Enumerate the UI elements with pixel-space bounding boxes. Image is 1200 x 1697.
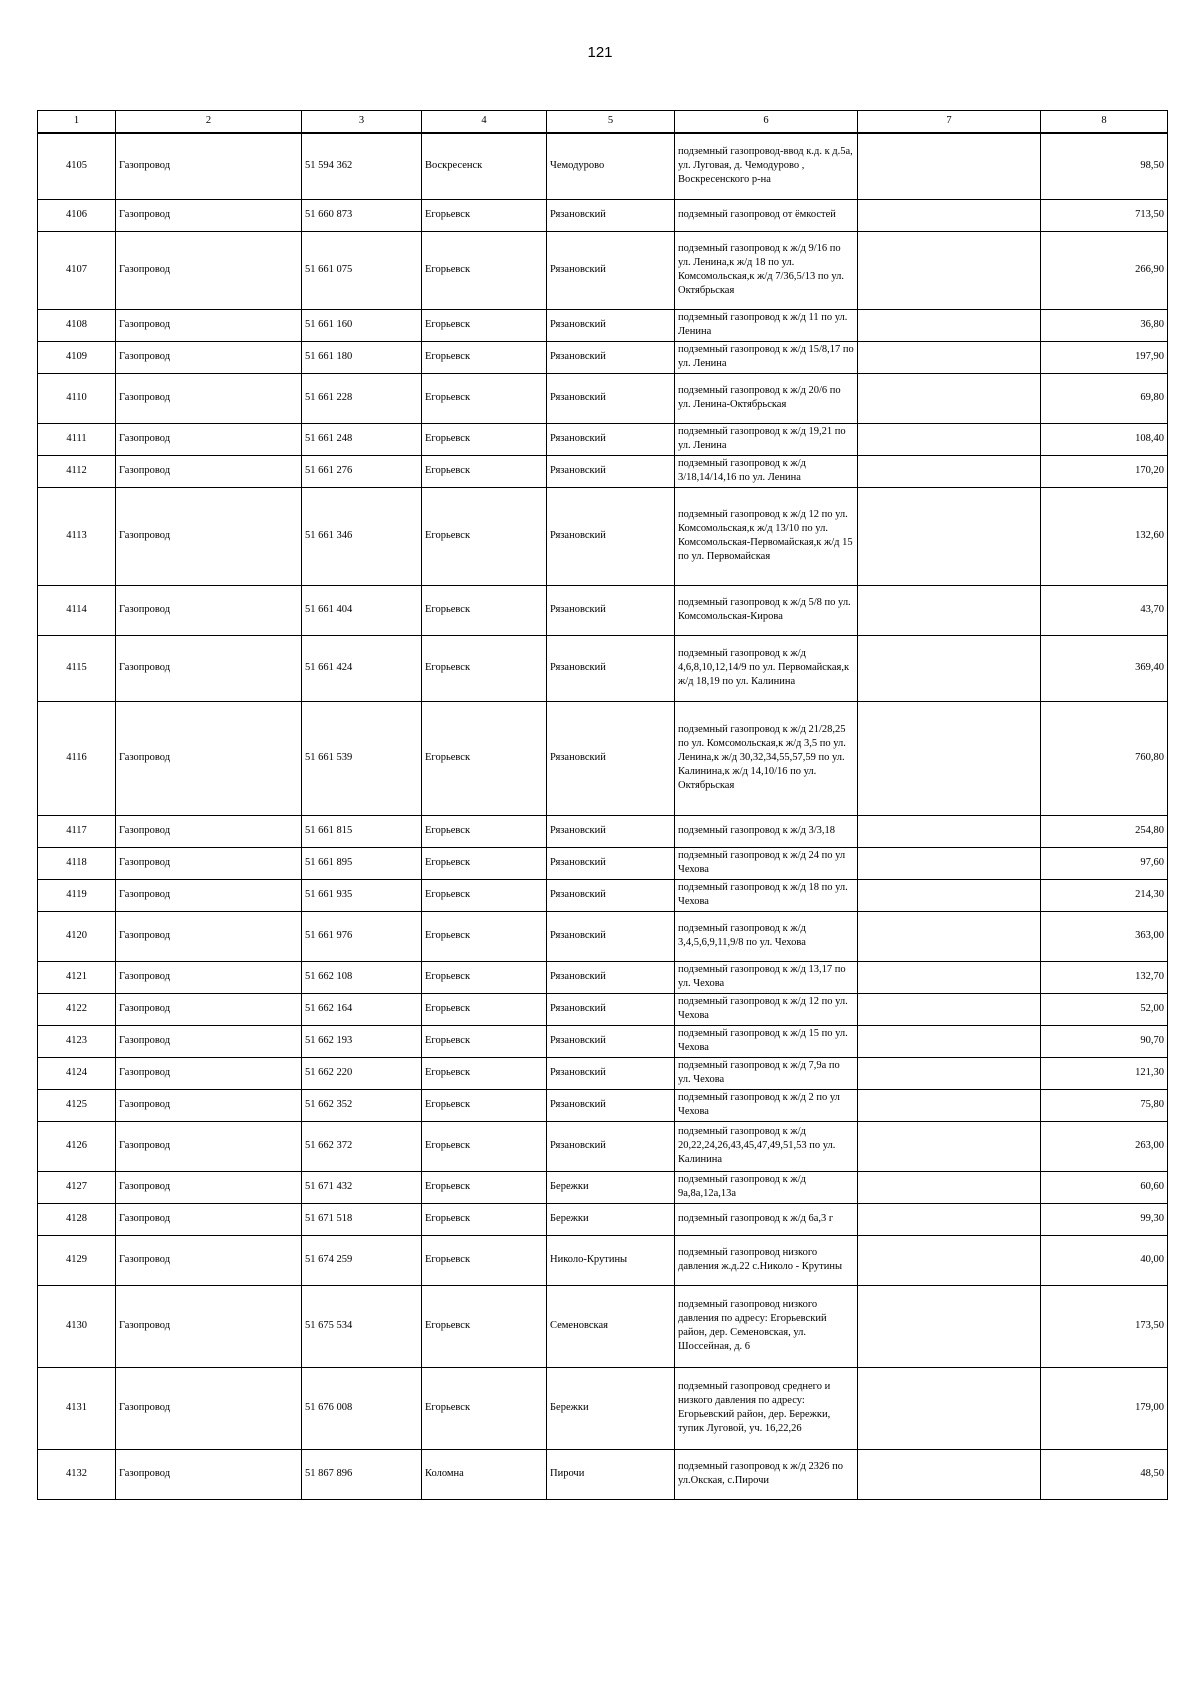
locality-cell: Рязановский [547, 1089, 675, 1121]
length-value: 369,40 [1041, 635, 1168, 701]
table-row [38, 911, 1168, 961]
object-name: Газопровод [116, 199, 302, 231]
description-cell: подземный газопровод-ввод к.д. к д.5а, ул. Луговая, д. Чемодурово , Воскресенского р-на [675, 133, 858, 199]
description-cell: подземный газопровод к ж/д 9/16 по ул. Ленина,к ж/д 18 по ул. Комсомольская,к ж/д 7/36,5/13 по ул. Октябрьская [675, 231, 858, 309]
description-cell: подземный газопровод к ж/д 20/6 по ул. Ленина-Октябрьская [675, 373, 858, 423]
table-row [38, 1171, 1168, 1203]
table-row [38, 879, 1168, 911]
city-cell: Егорьевск [422, 1285, 547, 1367]
inventory-code: 51 671 432 [302, 1171, 422, 1203]
description-cell: подземный газопровод к ж/д 19,21 по ул. Ленина [675, 423, 858, 455]
city-cell: Егорьевск [422, 993, 547, 1025]
row-number: 4113 [38, 487, 116, 585]
locality-cell: Рязановский [547, 961, 675, 993]
description-cell: подземный газопровод к ж/д 13,17 по ул. Чехова [675, 961, 858, 993]
city-cell: Егорьевск [422, 455, 547, 487]
row-number: 4109 [38, 341, 116, 373]
description-cell: подземный газопровод к ж/д 4,6,8,10,12,14/9 по ул. Первомайская,к ж/д 18,19 по ул. Калинина [675, 635, 858, 701]
description-cell: подземный газопровод к ж/д 24 по ул Чехова [675, 847, 858, 879]
city-cell: Егорьевск [422, 1367, 547, 1449]
city-cell: Егорьевск [422, 701, 547, 815]
city-cell: Егорьевск [422, 1203, 547, 1235]
empty-cell [858, 133, 1041, 199]
row-number: 4121 [38, 961, 116, 993]
length-value: 713,50 [1041, 199, 1168, 231]
row-number: 4122 [38, 993, 116, 1025]
inventory-code: 51 661 976 [302, 911, 422, 961]
empty-cell [858, 487, 1041, 585]
inventory-code: 51 676 008 [302, 1367, 422, 1449]
inventory-code: 51 662 164 [302, 993, 422, 1025]
city-cell: Егорьевск [422, 585, 547, 635]
row-number: 4118 [38, 847, 116, 879]
locality-cell: Семеновская [547, 1285, 675, 1367]
locality-cell: Рязановский [547, 879, 675, 911]
page-number: 121 [587, 44, 613, 61]
inventory-code: 51 867 896 [302, 1449, 422, 1499]
empty-cell [858, 1449, 1041, 1499]
empty-cell [858, 309, 1041, 341]
table-row [38, 455, 1168, 487]
object-name: Газопровод [116, 309, 302, 341]
city-cell: Егорьевск [422, 847, 547, 879]
description-cell: подземный газопровод к ж/д 18 по ул. Чехова [675, 879, 858, 911]
row-number: 4105 [38, 133, 116, 199]
empty-cell [858, 585, 1041, 635]
column-header: 4 [422, 111, 547, 134]
city-cell: Егорьевск [422, 961, 547, 993]
city-cell: Егорьевск [422, 1089, 547, 1121]
length-value: 97,60 [1041, 847, 1168, 879]
row-number: 4107 [38, 231, 116, 309]
table-row [38, 487, 1168, 585]
empty-cell [858, 1367, 1041, 1449]
inventory-code: 51 661 248 [302, 423, 422, 455]
length-value: 173,50 [1041, 1285, 1168, 1367]
description-cell: подземный газопровод к ж/д 5/8 по ул. Комсомольская-Кирова [675, 585, 858, 635]
column-header: 2 [116, 111, 302, 134]
locality-cell: Рязановский [547, 1121, 675, 1171]
description-cell: подземный газопровод низкого давления ж.д.22 с.Николо - Крутины [675, 1235, 858, 1285]
length-value: 69,80 [1041, 373, 1168, 423]
empty-cell [858, 231, 1041, 309]
inventory-code: 51 661 895 [302, 847, 422, 879]
locality-cell: Рязановский [547, 701, 675, 815]
description-cell: подземный газопровод к ж/д 6а,3 г [675, 1203, 858, 1235]
inventory-code: 51 661 404 [302, 585, 422, 635]
inventory-code: 51 662 220 [302, 1057, 422, 1089]
description-cell: подземный газопровод к ж/д 21/28,25 по ул. Комсомольская,к ж/д 3,5 по ул. Ленина,к ж/д 30,32,34,55,57,59 по ул. Калинина,к ж/д 14,10/16 по ул. Октябрьская [675, 701, 858, 815]
row-number: 4119 [38, 879, 116, 911]
length-value: 52,00 [1041, 993, 1168, 1025]
length-value: 132,60 [1041, 487, 1168, 585]
locality-cell: Рязановский [547, 1025, 675, 1057]
object-name: Газопровод [116, 1235, 302, 1285]
row-number: 4120 [38, 911, 116, 961]
city-cell: Егорьевск [422, 1171, 547, 1203]
description-cell: подземный газопровод к ж/д 2 по ул Чехова [675, 1089, 858, 1121]
object-name: Газопровод [116, 1057, 302, 1089]
table-row [38, 961, 1168, 993]
table-header-row [38, 111, 1168, 134]
length-value: 36,80 [1041, 309, 1168, 341]
table-row [38, 1121, 1168, 1171]
table-row [38, 341, 1168, 373]
description-cell: подземный газопровод к ж/д 3/3,18 [675, 815, 858, 847]
object-name: Газопровод [116, 993, 302, 1025]
city-cell: Егорьевск [422, 815, 547, 847]
locality-cell: Рязановский [547, 815, 675, 847]
empty-cell [858, 815, 1041, 847]
row-number: 4126 [38, 1121, 116, 1171]
object-name: Газопровод [116, 1203, 302, 1235]
row-number: 4114 [38, 585, 116, 635]
empty-cell [858, 341, 1041, 373]
inventory-code: 51 661 180 [302, 341, 422, 373]
inventory-code: 51 661 815 [302, 815, 422, 847]
locality-cell: Рязановский [547, 309, 675, 341]
table-row [38, 373, 1168, 423]
object-name: Газопровод [116, 1367, 302, 1449]
object-name: Газопровод [116, 1089, 302, 1121]
row-number: 4108 [38, 309, 116, 341]
inventory-code: 51 662 352 [302, 1089, 422, 1121]
object-name: Газопровод [116, 911, 302, 961]
table-row [38, 815, 1168, 847]
city-cell: Егорьевск [422, 879, 547, 911]
length-value: 90,70 [1041, 1025, 1168, 1057]
length-value: 254,80 [1041, 815, 1168, 847]
object-name: Газопровод [116, 1121, 302, 1171]
object-name: Газопровод [116, 1285, 302, 1367]
locality-cell: Бережки [547, 1203, 675, 1235]
description-cell: подземный газопровод к ж/д 15 по ул. Чехова [675, 1025, 858, 1057]
table-row [38, 1057, 1168, 1089]
table-row [38, 423, 1168, 455]
object-name: Газопровод [116, 961, 302, 993]
row-number: 4131 [38, 1367, 116, 1449]
length-value: 98,50 [1041, 133, 1168, 199]
inventory-code: 51 594 362 [302, 133, 422, 199]
column-header: 3 [302, 111, 422, 134]
length-value: 266,90 [1041, 231, 1168, 309]
row-number: 4112 [38, 455, 116, 487]
description-cell: подземный газопровод к ж/д 3/18,14/14,16 по ул. Ленина [675, 455, 858, 487]
description-cell: подземный газопровод к ж/д 20,22,24,26,43,45,47,49,51,53 по ул. Калинина [675, 1121, 858, 1171]
inventory-code: 51 661 424 [302, 635, 422, 701]
empty-cell [858, 993, 1041, 1025]
inventory-code: 51 661 346 [302, 487, 422, 585]
table-row [38, 1367, 1168, 1449]
table-row [38, 199, 1168, 231]
inventory-code: 51 671 518 [302, 1203, 422, 1235]
length-value: 43,70 [1041, 585, 1168, 635]
object-name: Газопровод [116, 815, 302, 847]
empty-cell [858, 911, 1041, 961]
object-name: Газопровод [116, 133, 302, 199]
object-name: Газопровод [116, 423, 302, 455]
empty-cell [858, 1171, 1041, 1203]
table-row [38, 1449, 1168, 1499]
empty-cell [858, 199, 1041, 231]
empty-cell [858, 879, 1041, 911]
object-name: Газопровод [116, 1449, 302, 1499]
empty-cell [858, 1285, 1041, 1367]
description-cell: подземный газопровод среднего и низкого давления по адресу: Егорьевский район, дер. Бережки, тупик Луговой, уч. 16,22,26 [675, 1367, 858, 1449]
object-name: Газопровод [116, 635, 302, 701]
register-table [37, 110, 1168, 1500]
length-value: 760,80 [1041, 701, 1168, 815]
locality-cell: Бережки [547, 1171, 675, 1203]
column-header: 6 [675, 111, 858, 134]
object-name: Газопровод [116, 373, 302, 423]
row-number: 4111 [38, 423, 116, 455]
inventory-code: 51 660 873 [302, 199, 422, 231]
row-number: 4130 [38, 1285, 116, 1367]
row-number: 4110 [38, 373, 116, 423]
empty-cell [858, 373, 1041, 423]
locality-cell: Николо-Крутины [547, 1235, 675, 1285]
length-value: 40,00 [1041, 1235, 1168, 1285]
table-row [38, 701, 1168, 815]
table-row [38, 1285, 1168, 1367]
locality-cell: Рязановский [547, 911, 675, 961]
city-cell: Егорьевск [422, 1025, 547, 1057]
locality-cell: Рязановский [547, 585, 675, 635]
city-cell: Егорьевск [422, 635, 547, 701]
locality-cell: Рязановский [547, 487, 675, 585]
object-name: Газопровод [116, 455, 302, 487]
description-cell: подземный газопровод от ёмкостей [675, 199, 858, 231]
city-cell: Егорьевск [422, 1235, 547, 1285]
length-value: 108,40 [1041, 423, 1168, 455]
row-number: 4117 [38, 815, 116, 847]
city-cell: Егорьевск [422, 231, 547, 309]
table-row [38, 585, 1168, 635]
row-number: 4127 [38, 1171, 116, 1203]
locality-cell: Чемодурово [547, 133, 675, 199]
empty-cell [858, 961, 1041, 993]
object-name: Газопровод [116, 585, 302, 635]
locality-cell: Рязановский [547, 847, 675, 879]
city-cell: Егорьевск [422, 1057, 547, 1089]
city-cell: Егорьевск [422, 423, 547, 455]
row-number: 4132 [38, 1449, 116, 1499]
inventory-code: 51 661 228 [302, 373, 422, 423]
inventory-code: 51 661 075 [302, 231, 422, 309]
locality-cell: Рязановский [547, 1057, 675, 1089]
description-cell: подземный газопровод к ж/д 11 по ул. Ленина [675, 309, 858, 341]
column-header: 1 [38, 111, 116, 134]
table-row [38, 993, 1168, 1025]
table-row [38, 133, 1168, 199]
locality-cell: Рязановский [547, 455, 675, 487]
locality-cell: Рязановский [547, 993, 675, 1025]
empty-cell [858, 1203, 1041, 1235]
row-number: 4115 [38, 635, 116, 701]
table-row [38, 1089, 1168, 1121]
empty-cell [858, 847, 1041, 879]
description-cell: подземный газопровод к ж/д 15/8,17 по ул. Ленина [675, 341, 858, 373]
empty-cell [858, 1235, 1041, 1285]
city-cell: Егорьевск [422, 487, 547, 585]
inventory-code: 51 662 372 [302, 1121, 422, 1171]
length-value: 179,00 [1041, 1367, 1168, 1449]
empty-cell [858, 423, 1041, 455]
empty-cell [858, 1057, 1041, 1089]
inventory-code: 51 661 539 [302, 701, 422, 815]
description-cell: подземный газопровод к ж/д 2326 по ул.Окская, с.Пирочи [675, 1449, 858, 1499]
row-number: 4106 [38, 199, 116, 231]
inventory-code: 51 675 534 [302, 1285, 422, 1367]
table-row [38, 1203, 1168, 1235]
empty-cell [858, 455, 1041, 487]
length-value: 48,50 [1041, 1449, 1168, 1499]
description-cell: подземный газопровод к ж/д 9а,8а,12а,13а [675, 1171, 858, 1203]
length-value: 132,70 [1041, 961, 1168, 993]
locality-cell: Рязановский [547, 199, 675, 231]
object-name: Газопровод [116, 701, 302, 815]
city-cell: Егорьевск [422, 199, 547, 231]
table-row [38, 847, 1168, 879]
object-name: Газопровод [116, 879, 302, 911]
empty-cell [858, 701, 1041, 815]
description-cell: подземный газопровод к ж/д 3,4,5,6,9,11,9/8 по ул. Чехова [675, 911, 858, 961]
city-cell: Воскресенск [422, 133, 547, 199]
description-cell: подземный газопровод к ж/д 12 по ул. Комсомольская,к ж/д 13/10 по ул. Комсомольская-Первомайская,к ж/д 15 по ул. Первомайская [675, 487, 858, 585]
city-cell: Егорьевск [422, 911, 547, 961]
empty-cell [858, 1089, 1041, 1121]
length-value: 121,30 [1041, 1057, 1168, 1089]
city-cell: Егорьевск [422, 341, 547, 373]
city-cell: Егорьевск [422, 1121, 547, 1171]
city-cell: Егорьевск [422, 309, 547, 341]
length-value: 263,00 [1041, 1121, 1168, 1171]
row-number: 4124 [38, 1057, 116, 1089]
object-name: Газопровод [116, 1025, 302, 1057]
length-value: 214,30 [1041, 879, 1168, 911]
row-number: 4116 [38, 701, 116, 815]
object-name: Газопровод [116, 847, 302, 879]
locality-cell: Рязановский [547, 635, 675, 701]
row-number: 4123 [38, 1025, 116, 1057]
column-header: 8 [1041, 111, 1168, 134]
row-number: 4128 [38, 1203, 116, 1235]
locality-cell: Рязановский [547, 373, 675, 423]
table-row [38, 231, 1168, 309]
length-value: 99,30 [1041, 1203, 1168, 1235]
empty-cell [858, 635, 1041, 701]
locality-cell: Рязановский [547, 341, 675, 373]
city-cell: Егорьевск [422, 373, 547, 423]
locality-cell: Рязановский [547, 423, 675, 455]
locality-cell: Пирочи [547, 1449, 675, 1499]
length-value: 170,20 [1041, 455, 1168, 487]
table-row [38, 1025, 1168, 1057]
city-cell: Коломна [422, 1449, 547, 1499]
object-name: Газопровод [116, 341, 302, 373]
object-name: Газопровод [116, 487, 302, 585]
length-value: 363,00 [1041, 911, 1168, 961]
inventory-code: 51 674 259 [302, 1235, 422, 1285]
length-value: 60,60 [1041, 1171, 1168, 1203]
description-cell: подземный газопровод низкого давления по адресу: Егорьевский район, дер. Семеновская, ул. Шоссейная, д. 6 [675, 1285, 858, 1367]
empty-cell [858, 1025, 1041, 1057]
description-cell: подземный газопровод к ж/д 7,9а по ул. Чехова [675, 1057, 858, 1089]
inventory-code: 51 662 108 [302, 961, 422, 993]
object-name: Газопровод [116, 231, 302, 309]
column-header: 5 [547, 111, 675, 134]
row-number: 4129 [38, 1235, 116, 1285]
inventory-code: 51 661 276 [302, 455, 422, 487]
empty-cell [858, 1121, 1041, 1171]
object-name: Газопровод [116, 1171, 302, 1203]
description-cell: подземный газопровод к ж/д 12 по ул. Чехова [675, 993, 858, 1025]
inventory-code: 51 661 160 [302, 309, 422, 341]
column-header: 7 [858, 111, 1041, 134]
length-value: 75,80 [1041, 1089, 1168, 1121]
table-row [38, 635, 1168, 701]
inventory-code: 51 661 935 [302, 879, 422, 911]
locality-cell: Бережки [547, 1367, 675, 1449]
length-value: 197,90 [1041, 341, 1168, 373]
locality-cell: Рязановский [547, 231, 675, 309]
table-row [38, 309, 1168, 341]
row-number: 4125 [38, 1089, 116, 1121]
table-row [38, 1235, 1168, 1285]
inventory-code: 51 662 193 [302, 1025, 422, 1057]
